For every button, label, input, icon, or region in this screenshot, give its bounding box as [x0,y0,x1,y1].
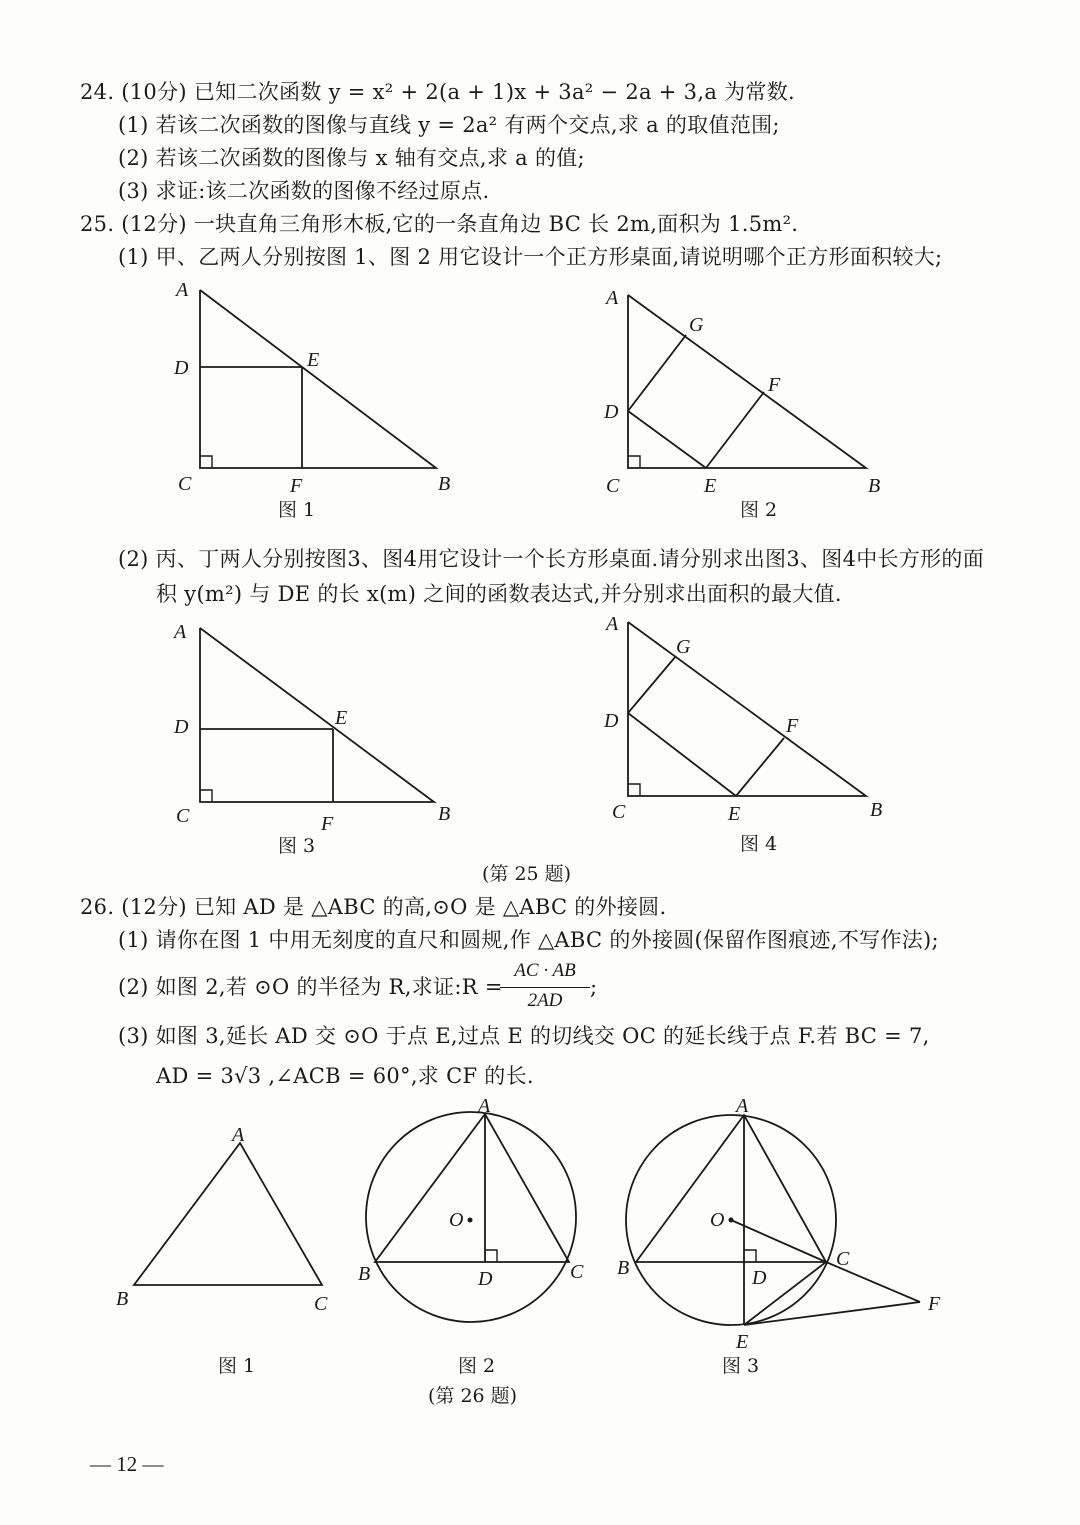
q25-figure-caption: (第 25 题) [482,863,572,885]
q26-fig1-label-a: A [232,1124,245,1146]
q26-fig3-label-a: A [736,1095,749,1117]
fig2-label-c: C [606,475,620,497]
fig2-label-f: F [768,374,781,396]
fig3-label-d: D [174,716,189,738]
q26-fig2-circle [366,1112,576,1322]
fig4-label-c: C [612,801,626,823]
fig1-label-b: B [438,473,451,495]
fig3-label-c: C [176,805,190,827]
fig1-label-f: F [290,475,303,497]
q26-fig2-label-c: C [570,1261,584,1283]
fig1-label-c: C [178,473,192,495]
fig2-label-d: D [604,401,619,423]
q26-fig2-label-d: D [478,1268,493,1290]
fig2-label-b: B [868,475,881,497]
q26-fig3-triangle [636,1115,826,1262]
q26-fig3-label-e: E [736,1331,749,1353]
fig4-label-b: B [870,799,883,821]
fig3-caption: 图 3 [278,835,316,857]
fig4-label-a: A [606,613,619,635]
fig1-label-a: A [176,279,189,301]
fig3-label-e: E [335,707,348,729]
fig3-label-f: F [321,813,334,835]
fig2-label-e: E [704,475,717,497]
fraction-denominator: 2AD [527,990,563,1011]
q26-fig3-label-o: O [710,1209,725,1231]
fig3-label-b: B [438,803,451,825]
q26-head: 26. (12分) 已知 AD 是 △ABC 的高,⊙O 是 △ABC 的外接圆. [80,895,667,919]
page-number: — 12 — [90,1452,164,1476]
q26-fig1-label-c: C [314,1293,328,1315]
q25-head: 25. (12分) 一块直角三角形木板,它的一条直角边 BC 长 2m,面积为 1.5m². [80,212,799,236]
fig2-label-g: G [689,314,704,336]
q24-part3: (3) 求证:该二次函数的图像不经过原点. [118,179,490,203]
q26-fig2-label-b: B [358,1263,371,1285]
q26-part2: (2) 如图 2,若 ⊙O 的半径为 R,求证:R = [118,975,503,999]
q26-part2-end: ; [590,975,598,999]
q26-part3-line1: (3) 如图 3,延长 AD 交 ⊙O 于点 E,过点 E 的切线交 OC 的延长线于点 F.若 BC = 7, [118,1024,930,1048]
q24-part1: (1) 若该二次函数的图像与直线 y = 2a² 有两个交点,求 a 的取值范围; [118,113,780,137]
fraction-numerator: AC · AB [514,960,576,981]
q26-part3-line2: AD = 3√3 ,∠ACB = 60°,求 CF 的长. [156,1064,534,1088]
q25-part2-line1: (2) 丙、丁两人分别按图3、图4用它设计一个长方形桌面.请分别求出图3、图4中长方形的面 [118,547,985,571]
fig1-label-d: D [174,357,189,379]
q26-fig3-caption: 图 3 [722,1355,760,1377]
q26-fig3-label-c: C [836,1248,850,1270]
q26-figure-caption: (第 26 题) [428,1385,518,1407]
q25-part2-line2: 积 y(m²) 与 DE 的长 x(m) 之间的函数表达式,并分别求出面积的最大值. [156,582,842,606]
q26-fig1-label-b: B [116,1288,129,1310]
q26-fig3-label-b: B [617,1257,630,1279]
fig3-label-a: A [174,621,187,643]
q26-fig1-caption: 图 1 [218,1355,256,1377]
q26-part1: (1) 请你在图 1 中用无刻度的直尺和圆规,作 △ABC 的外接圆(保留作图痕迹,不写作法); [118,928,939,952]
fig4-label-e: E [728,803,741,825]
q25-part1: (1) 甲、乙两人分别按图 1、图 2 用它设计一个正方形桌面,请说明哪个正方形面积较大; [118,245,943,269]
q26-fig2-label-o: O [449,1209,464,1231]
q26-fig2-center [468,1218,473,1223]
fig4-label-d: D [604,710,619,732]
fig2-caption: 图 2 [740,499,778,521]
q26-fig2-caption: 图 2 [458,1355,496,1377]
q26-fig3-label-d: D [752,1267,767,1289]
q26-fig3-label-f: F [928,1293,941,1315]
fig4-caption: 图 4 [740,833,778,855]
q24-part2: (2) 若该二次函数的图像与 x 轴有交点,求 a 的值; [118,146,585,170]
fig4-label-g: G [676,636,691,658]
q24-head: 24. (10分) 已知二次函数 y = x² + 2(a + 1)x + 3a² − 2a + 3,a 为常数. [80,80,795,104]
q26-fig3-center [729,1218,734,1223]
fig1-caption: 图 1 [278,499,316,521]
q26-fig1-triangle [134,1143,322,1285]
fig4-label-f: F [786,715,799,737]
fig1-label-e: E [307,349,320,371]
fig2-label-a: A [606,287,619,309]
q26-fig2-label-a: A [478,1095,491,1117]
